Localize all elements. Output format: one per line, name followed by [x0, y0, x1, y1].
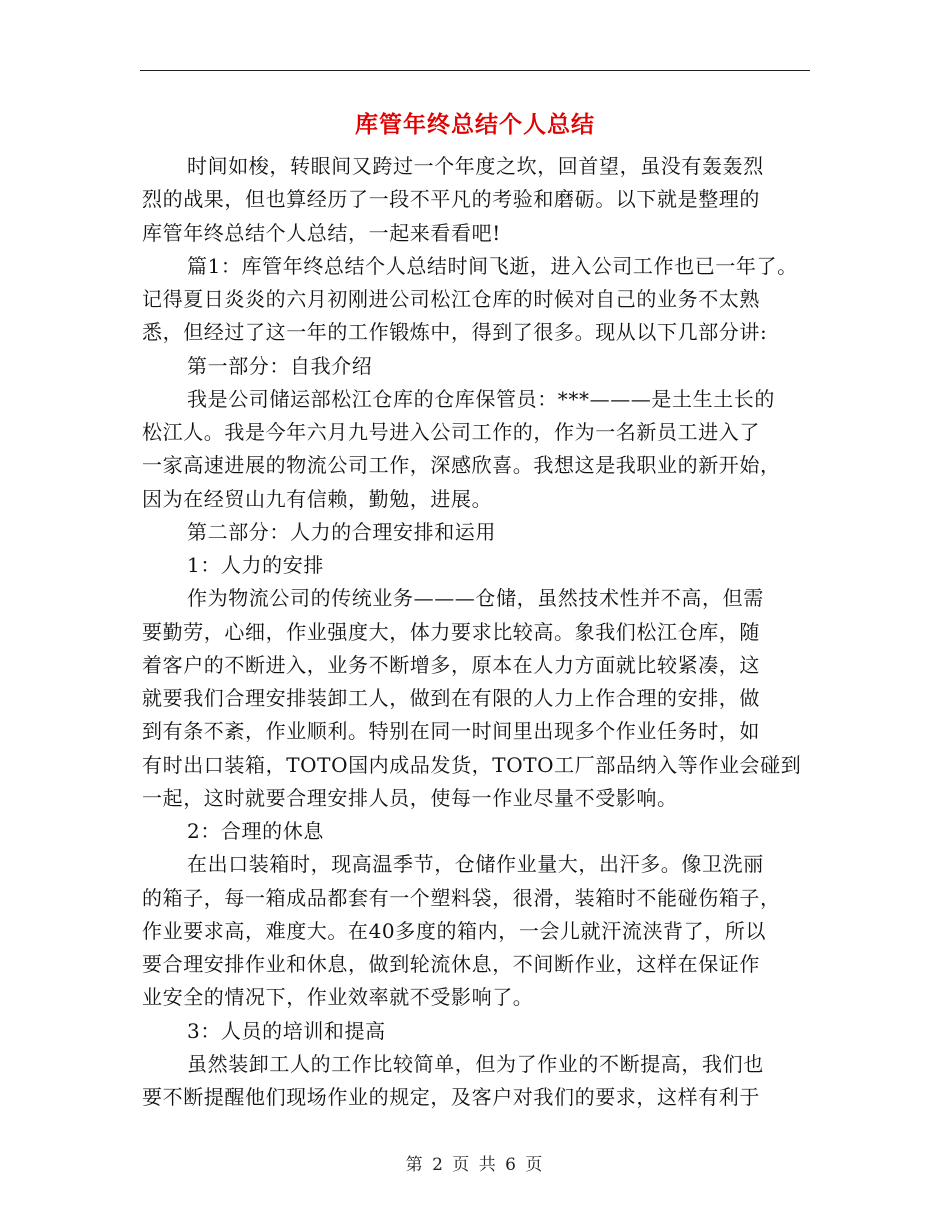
paragraph-line: 要合理安排作业和休息，做到轮流休息，不间断作业，这样在保证作: [142, 952, 760, 976]
paragraph-line: 悉，但经过了这一年的工作锻炼中，得到了很多。现从以下几部分讲:: [142, 320, 768, 345]
paragraph-line: 的箱子，每一箱成品都套有一个塑料袋，很滑，装箱时不能碰伤箱子，: [142, 885, 781, 910]
paragraph-line: 记得夏日炎炎的六月初刚进公司松江仓库的时候对自己的业务不太熟: [142, 287, 760, 311]
paragraph-line: 松江人。我是今年六月九号进入公司工作的，作为一名新员工进入了: [142, 420, 760, 444]
paragraph-line: 3：人员的培训和提高: [187, 1018, 386, 1043]
paragraph-line: 要不断提醒他们现场作业的规定，及客户对我们的要求，这样有利于: [142, 1085, 760, 1109]
paragraph-line: 时间如梭，转眼间又跨过一个年度之坎，回首望，虽没有轰轰烈: [187, 154, 764, 178]
paragraph-line: 我是公司储运部松江仓库的仓库保管员：***———是土生土长的: [187, 386, 775, 411]
paragraph-line: 第二部分：人力的合理安排和运用: [187, 519, 496, 544]
paragraph-line: 因为在经贸山九有信赖，勤勉，进展。: [142, 486, 493, 511]
document-title: 库管年终总结个人总结: [355, 111, 595, 138]
paragraph-line: 就要我们合理安排装卸工人，做到在有限的人力上作合理的安排，做: [142, 686, 760, 710]
header-rule: [140, 70, 810, 71]
paragraph-line: 2：合理的休息: [187, 819, 324, 843]
paragraph-line: 一家高速进展的物流公司工作，深感欣喜。我想这是我职业的新开始，: [142, 453, 781, 478]
paragraph-line: 要勤劳，心细，作业强度大，体力要求比较高。象我们松江仓库，随: [142, 619, 760, 644]
document-body: [142, 150, 832, 1114]
paragraph-line: 作为物流公司的传统业务———仓储，虽然技术性并不高，但需: [187, 586, 764, 611]
paragraph-line: 作业要求高，难度大。在40多度的箱内，一会儿就汗流浃背了，所以: [142, 918, 767, 943]
paragraph-line: 虽然装卸工人的工作比较简单，但为了作业的不断提高，我们也: [187, 1051, 764, 1076]
paragraph-line: 有时出口装箱，TOTO国内成品发货，TOTO工厂部品纳入等作业会碰到: [142, 752, 802, 777]
page-footer: 第 2 页 共 6 页: [405, 1155, 545, 1175]
paragraph-line: 1：人力的安排: [187, 553, 324, 577]
paragraph-line: 库管年终总结个人总结，一起来看看吧!: [142, 220, 501, 245]
paragraph-line: 第一部分：自我介绍: [187, 353, 373, 378]
paragraph-line: 篇1：库管年终总结个人总结时间飞逝，进入公司工作也已一年了。: [187, 253, 798, 278]
paragraph-line: 业安全的情况下，作业效率就不受影响了。: [142, 985, 534, 1010]
paragraph-line: 烈的战果，但也算经历了一段不平凡的考验和磨砺。以下就是整理的: [142, 187, 760, 212]
paragraph-line: 在出口装箱时，现高温季节，仓储作业量大，出汗多。像卫洗丽: [187, 852, 764, 877]
paragraph-line: 着客户的不断进入，业务不断增多，原本在人力方面就比较紧凑，这: [142, 652, 760, 677]
paragraph-line: 一起，这时就要合理安排人员，使每一作业尽量不受影响。: [142, 785, 678, 810]
paragraph-line: 到有条不紊，作业顺利。特别在同一时间里出现多个作业任务时，如: [142, 719, 760, 744]
